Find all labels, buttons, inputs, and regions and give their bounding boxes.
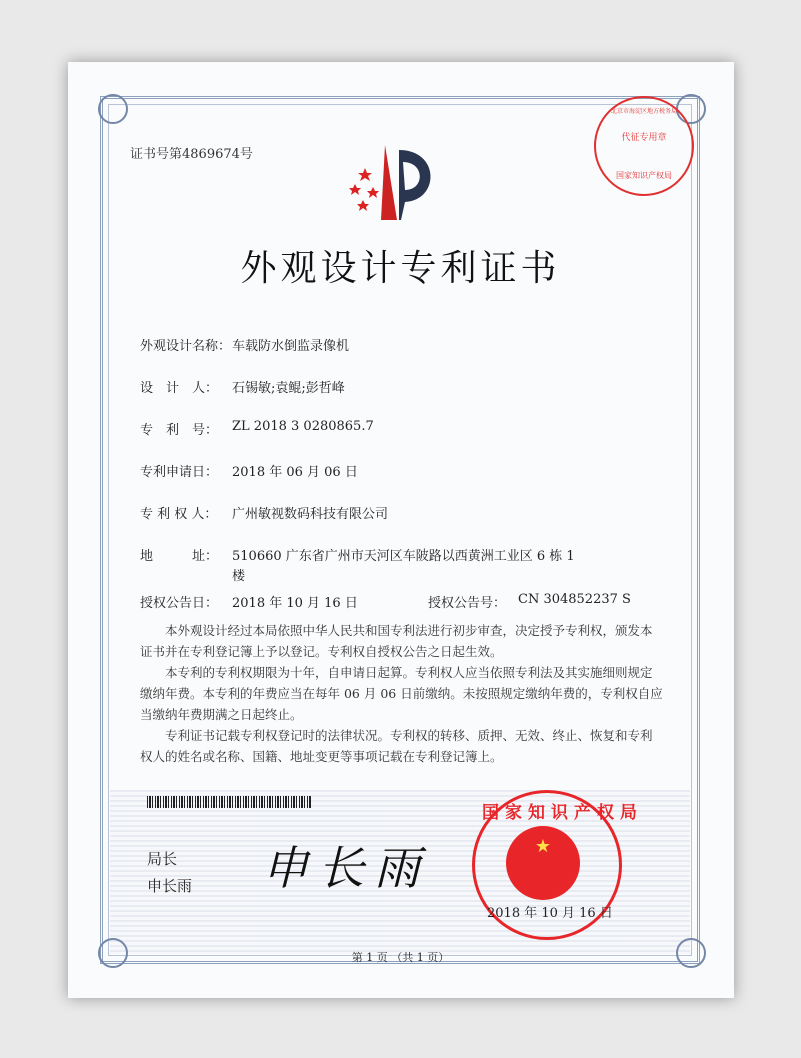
- paragraph: 专利证书记载专利权登记时的法律状况。专利权的转移、质押、无效、终止、恢复和专利权人的姓名或名称、国籍、地址变更等事项记载在专利登记簿上。: [140, 728, 653, 764]
- field-label: 专 利 号：: [140, 423, 219, 438]
- field-label: 外观设计名称：: [140, 339, 232, 354]
- patent-number: ZL 2018 3 0280865.7: [232, 419, 374, 434]
- design-name: 车载防水倒监录像机: [232, 339, 350, 354]
- corner-ornament-icon: [98, 94, 128, 124]
- field-label: 专 利 权 人：: [140, 507, 218, 522]
- director-title: 局长: [147, 850, 178, 868]
- stamp-text: 国家知识产权局: [616, 171, 672, 180]
- page-footer: 第 1 页 （共 1 页）: [351, 951, 450, 964]
- announcement-number: CN 304852237 S: [518, 592, 631, 607]
- field-label: 设 计 人：: [140, 381, 219, 396]
- national-emblem-icon: [506, 826, 580, 900]
- issue-date: 2018 年 10 月 16 日: [487, 906, 613, 921]
- director-name: 申长雨: [147, 877, 193, 895]
- stamp-text: 代征专用章: [621, 133, 667, 143]
- document-title: 外观设计专利证书: [240, 248, 561, 289]
- application-date: 2018 年 06 月 06 日: [232, 465, 358, 480]
- field-label: 专利申请日：: [140, 465, 219, 480]
- address-line2: 楼: [232, 569, 246, 584]
- field-label: 地 址：: [140, 549, 219, 564]
- certificate-number: 证书号第4869674号: [130, 147, 253, 162]
- address: 510660 广东省广州市天河区车陂路以西黄洲工业区 6 栋 1: [232, 549, 575, 564]
- stamp-text: 北京市海淀区地方税务局: [610, 108, 677, 115]
- barcode: [147, 796, 311, 808]
- tax-stamp: [594, 96, 694, 196]
- field-label: 授权公告号：: [428, 596, 507, 611]
- signature: 申长雨: [262, 841, 430, 895]
- field-label: 授权公告日：: [140, 596, 219, 611]
- grant-date: 2018 年 10 月 16 日: [232, 596, 358, 611]
- patentee: 广州敏视数码科技有限公司: [232, 507, 389, 522]
- patent-office-logo-icon: [345, 140, 445, 228]
- paragraph: 本专利的专利权期限为十年，自申请日起算。专利权人应当依照专利法及其实施细则规定缴纳年费。本专利的年费应当在每年 06 月 06 日前缴纳。未按照规定缴纳年费的，专利权自应当缴纳年费期满之日起终止。: [140, 665, 663, 722]
- star-icon: ★: [534, 836, 552, 857]
- paragraph: 本外观设计经过本局依照中华人民共和国专利法进行初步审查，决定授予专利权，颁发本证书并在专利登记簿上予以登记。专利权自授权公告之日起生效。: [140, 623, 653, 659]
- seal-text: 国家知识产权局: [482, 803, 643, 823]
- designers: 石锡敏;袁鲲;彭哲峰: [232, 381, 345, 396]
